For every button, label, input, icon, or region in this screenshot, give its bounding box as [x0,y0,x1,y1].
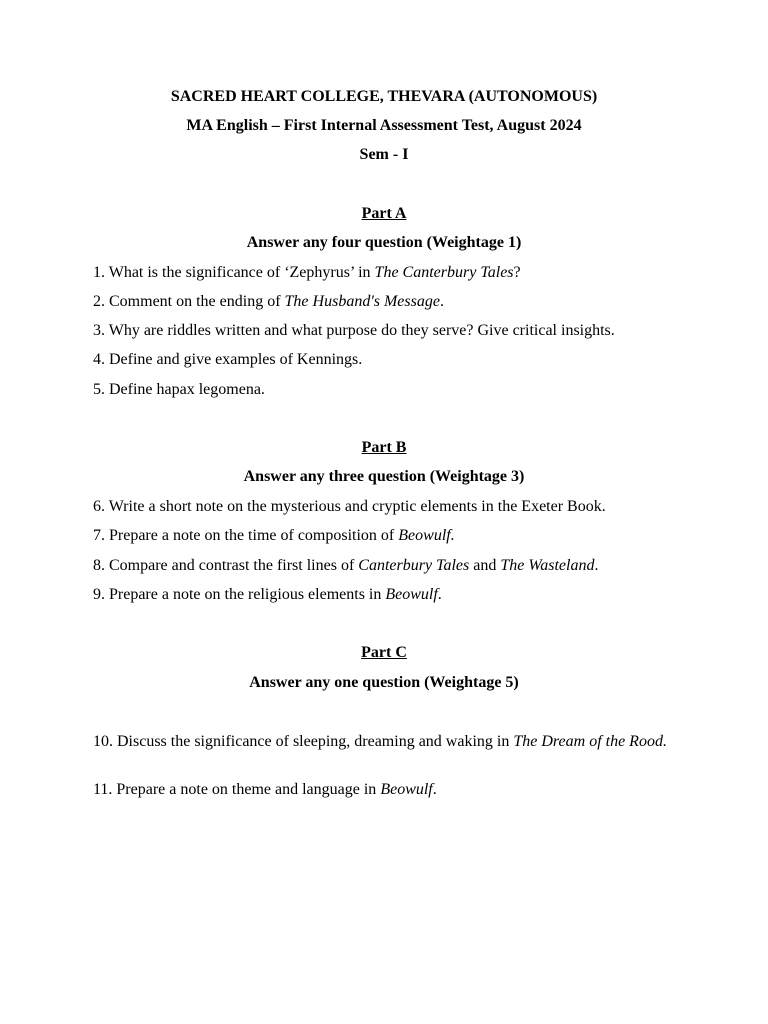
part-b-title: Part B [361,439,407,456]
work-title: Beowulf [380,781,433,798]
question-text: . [594,557,599,574]
question-1 [93,263,673,282]
work-title: The Husband's Message [284,293,440,310]
work-title: The Canterbury Tales [374,264,514,281]
question-text: 10. Discuss the significance of sleeping, dreaming and waking in [93,733,514,750]
work-title: Beowulf [385,586,438,603]
question-text: 9. Prepare a note on the religious elements in [93,586,386,603]
part-a-instruction: Answer any four question (Weightage 1) [246,234,522,251]
question-6 [93,497,673,516]
question-text: 7. Prepare a note on the time of composition of [93,527,399,544]
work-title: The Wasteland [500,557,595,574]
question-4 [93,350,673,369]
work-title: Beowulf. [398,527,455,544]
question-text: ? [513,264,521,281]
work-title: The Dream of the Rood. [513,733,667,750]
question-3 [93,321,673,340]
semester: Sem - I [359,146,409,163]
question-text: 5. Define hapax legomena. [93,381,265,398]
part-a-heading [0,204,768,224]
question-text: 4. Define and give examples of Kennings. [93,351,363,368]
part-b-heading [0,438,768,458]
question-text: 1. What is the significance of ‘Zephyrus’ in [93,264,375,281]
question-text: 3. Why are riddles written and what purpose do they serve? Give critical insights. [93,322,615,339]
question-8 [93,556,673,575]
part-c-instruction: Answer any one question (Weightage 5) [249,674,519,691]
question-text: 8. Compare and contrast the first lines of [93,557,359,574]
question-11 [93,780,673,799]
work-title: Canterbury Tales [358,557,470,574]
question-9 [93,585,673,604]
part-c-title: Part C [361,644,407,661]
question-text: . [437,586,442,603]
part-c-heading [0,643,768,663]
exam-title: MA English – First Internal Assessment Test, August 2024 [186,117,582,134]
question-text: . [432,781,437,798]
college-name: SACRED HEART COLLEGE, THEVARA (AUTONOMOUS) [170,88,598,105]
question-text: 11. Prepare a note on theme and language in [93,781,381,798]
part-a-title: Part A [361,205,407,222]
question-2 [93,292,673,311]
question-7 [93,526,673,545]
question-10 [93,732,673,751]
question-text: 2. Comment on the ending of [93,293,285,310]
part-b-instruction: Answer any three question (Weightage 3) [243,468,525,485]
question-text: . [439,293,444,310]
question-text: 6. Write a short note on the mysterious and cryptic elements in the Exeter Book. [93,498,606,515]
question-text: and [469,557,501,574]
question-5 [93,380,673,399]
